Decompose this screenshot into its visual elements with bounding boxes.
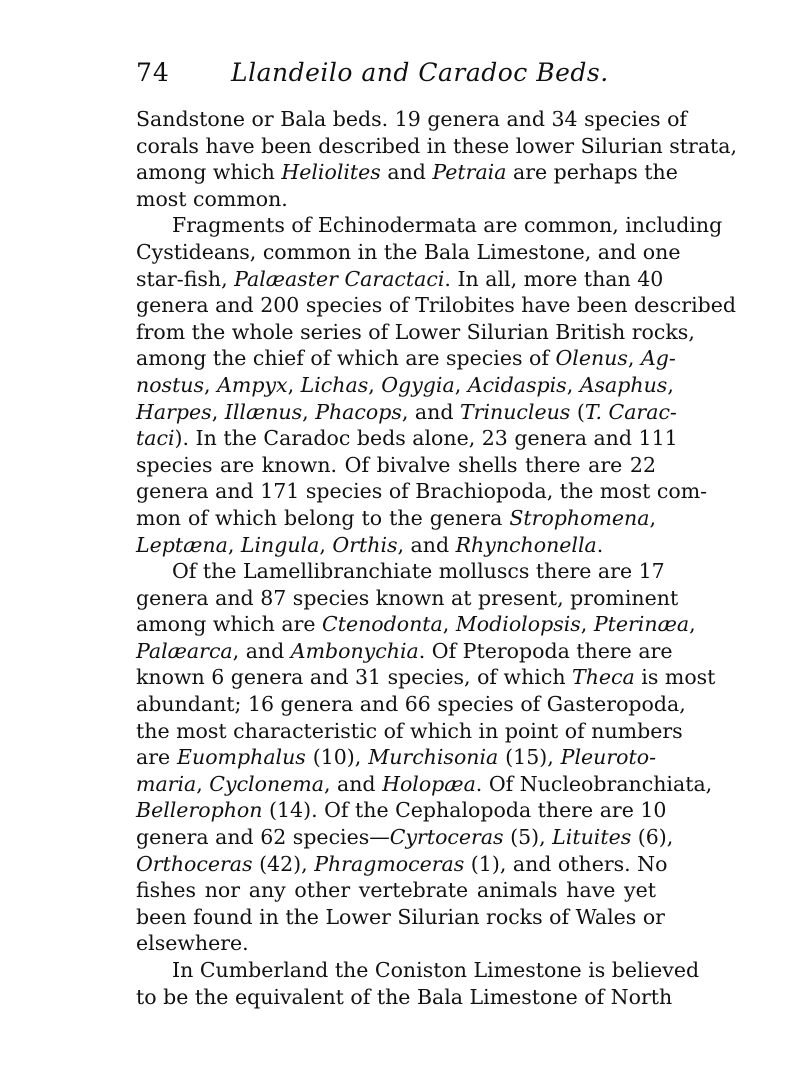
paragraph-1	[136, 106, 738, 212]
text-line: abundant; 16 genera and 66 species of Gasteropoda,	[136, 692, 686, 717]
text-line: Orthoceras (42), Phragmoceras (1), and others. No	[136, 851, 668, 876]
text-line: Sandstone or Bala beds. 19 genera and 34 species of	[136, 107, 688, 131]
text-line: Leptæna, Lingula, Orthis, and Rhynchonella.	[136, 532, 604, 557]
text-line: genera and 200 species of Trilobites have been described	[136, 293, 737, 318]
paragraph-2	[136, 212, 737, 558]
text-line: In Cumberland the Coniston Limestone is believed	[172, 958, 700, 982]
text-line: most common.	[136, 186, 288, 211]
text-line: nostus, Ampyx, Lichas, Ogygia, Acidaspis, Asaphus,	[136, 372, 674, 397]
text-line: among the chief of which are species of Olenus, Ag-	[136, 346, 676, 371]
text-line: to be the equivalent of the Bala Limestone of North	[136, 984, 673, 1009]
text-line: genera and 62 species—Cyrtoceras (5), Lituites (6),	[136, 825, 674, 850]
text-line: elsewhere.	[136, 931, 249, 956]
text-line: genera and 87 species known at present, prominent	[136, 585, 679, 610]
text-line: Cystideans, common in the Bala Limestone, and one	[136, 239, 681, 264]
text-line: taci). In the Caradoc beds alone, 23 genera and 111	[136, 426, 678, 451]
text-line: Harpes, Illænus, Phacops, and Trinucleus (T. Carac-	[136, 399, 677, 424]
text-line: been found in the Lower Silurian rocks of Wales or	[136, 904, 665, 929]
paragraph-3	[136, 558, 716, 957]
text-line: species are known. Of bivalve shells there are 22	[136, 452, 656, 477]
text-line: the most characteristic of which in point of numbers	[136, 718, 683, 743]
text-line: star-fish, Palæaster Caractaci. In all, more than 40	[136, 266, 664, 291]
text-line: mon of which belong to the genera Strophomena,	[136, 505, 656, 530]
text-line: among which are Ctenodonta, Modiolopsis, Pterinæa,	[136, 612, 696, 637]
text-line: corals have been described in these lower Silurian strata,	[136, 133, 738, 158]
text-line: Palæarca, and Ambonychia. Of Pteropoda there are	[136, 638, 673, 663]
running-header	[136, 58, 656, 98]
text-line: are Euomphalus (10), Murchisonia (15), Pleuroto-	[136, 745, 656, 770]
text-line: from the whole series of Lower Silurian British rocks,	[136, 319, 695, 344]
running-title: Llandeilo and Caradoc Beds.	[231, 58, 609, 87]
text-line: fishes nor any other vertebrate animals have yet	[136, 878, 656, 903]
text-line: Bellerophon (14). Of the Cephalopoda there are 10	[136, 798, 667, 823]
body-text	[136, 106, 738, 1010]
text-line: Fragments of Echinodermata are common, including	[172, 213, 723, 238]
text-line: genera and 171 species of Brachiopoda, the most com-	[136, 479, 708, 504]
text-line: known 6 genera and 31 species, of which Theca is most	[136, 665, 716, 690]
text-line: maria, Cyclonema, and Holopæa. Of Nucleobranchiata,	[136, 771, 713, 796]
text-line: Of the Lamellibranchiate molluscs there are 17	[172, 559, 665, 584]
paragraph-4	[136, 957, 700, 1010]
page-number: 74	[136, 58, 170, 87]
text-line: among which Heliolites and Petraia are perhaps the	[136, 160, 678, 185]
